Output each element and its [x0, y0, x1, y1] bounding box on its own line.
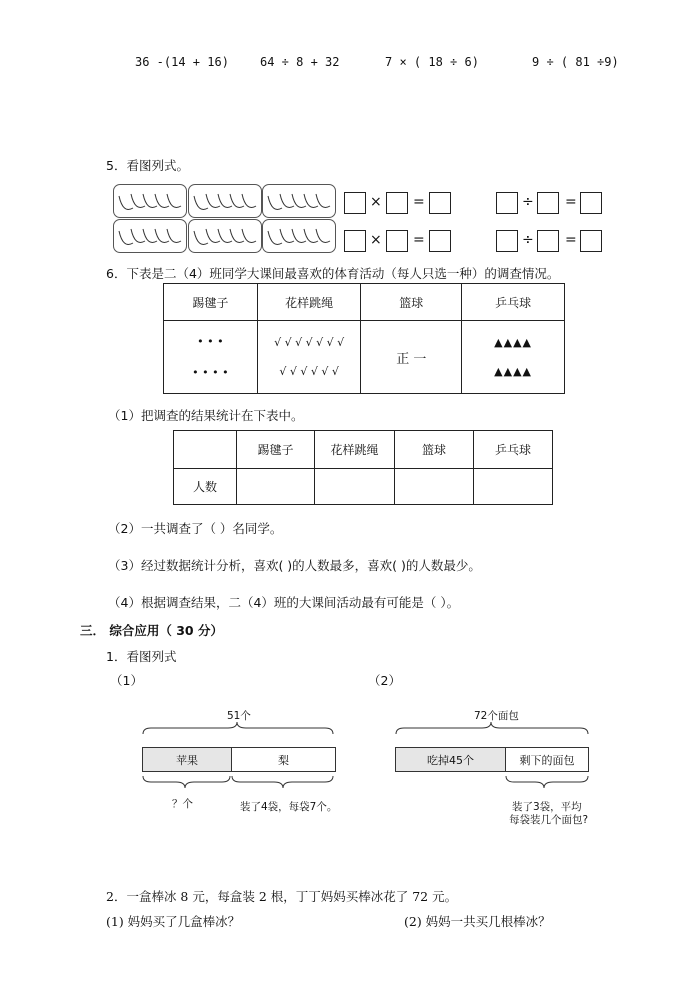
tally-cell — [164, 321, 258, 394]
answer-box[interactable] — [496, 230, 518, 252]
stat-answer-cell[interactable] — [315, 469, 395, 505]
equals-sign: = — [413, 194, 425, 210]
stat-header — [174, 431, 237, 469]
equals-sign: = — [565, 194, 577, 210]
answer-box[interactable] — [537, 192, 559, 214]
tally-marks: √ √ √ √ √ √ — [279, 365, 339, 378]
diagram2-segment-remaining: 剩下的面包 — [505, 747, 589, 772]
q1-title: 1．看图列式 — [106, 649, 177, 664]
q2-sub1: (1) 妈妈买了几盒棒冰？ — [106, 914, 241, 929]
stat-header: 篮球 — [395, 431, 474, 469]
answer-box[interactable] — [386, 230, 408, 252]
answer-box[interactable] — [537, 230, 559, 252]
diagram2-segment-eaten: 吃掉45个 — [395, 747, 506, 772]
diagram1-segment-apple: 苹果 — [142, 747, 232, 772]
diagram1-unknown: ？个 — [172, 798, 193, 810]
diagram1-segment-pear: 梨 — [231, 747, 336, 772]
tally-marks: • • • — [197, 335, 224, 348]
answer-box[interactable] — [429, 192, 451, 214]
answer-box[interactable] — [429, 230, 451, 252]
answer-box[interactable] — [496, 192, 518, 214]
diagram2-total: 72个面包 — [474, 710, 519, 722]
tally-marks: • • • • — [192, 366, 229, 379]
diagram2-label: （2） — [368, 673, 401, 688]
tally-cell — [462, 321, 565, 394]
expression-3: 7 × ( 18 ÷ 6) — [385, 55, 479, 69]
tally-header: 踢毽子 — [164, 284, 258, 321]
q6-sub3: （3）经过数据统计分析，喜欢( )的人数最多，喜欢( )的人数最少。 — [108, 558, 481, 573]
stat-header: 踢毽子 — [237, 431, 315, 469]
q6-title: 6．下表是二（4）班同学大课间最喜欢的体育活动（每人只选一种）的调查情况。 — [106, 266, 560, 281]
stat-answer-cell[interactable] — [237, 469, 315, 505]
tally-marks: ▲▲▲▲ — [494, 365, 532, 378]
tally-header: 篮球 — [361, 284, 462, 321]
diagram1-label: （1） — [110, 673, 143, 688]
tally-cell — [257, 321, 361, 394]
tally-table — [163, 283, 565, 394]
stat-table — [173, 430, 553, 505]
expression-2: 64 ÷ 8 + 32 — [260, 55, 340, 69]
q2-title: 2．一盒棒冰 8 元，每盒装 2 根，丁丁妈妈买棒冰花了 72 元。 — [106, 889, 458, 904]
stat-header: 乒乓球 — [474, 431, 553, 469]
q6-sub2: （2）一共调查了（ ）名同学。 — [108, 521, 283, 536]
divide-sign: ÷ — [522, 194, 534, 210]
stat-row-label: 人数 — [174, 469, 237, 505]
expression-1: 36 -(14 + 16) — [135, 55, 229, 69]
tally-marks: ▲▲▲▲ — [494, 336, 532, 349]
times-sign: × — [370, 232, 382, 248]
tally-marks: √ √ √ √ √ √ √ — [274, 336, 345, 349]
expression-4: 9 ÷ ( 81 ÷9) — [532, 55, 619, 69]
stat-answer-cell[interactable] — [474, 469, 553, 505]
equals-sign: = — [565, 232, 577, 248]
diagram2-note-line2: 每袋装几个面包? — [509, 814, 589, 826]
diagram2-note-line1: 装了3袋，平均 — [512, 801, 582, 813]
stat-answer-cell[interactable] — [395, 469, 474, 505]
answer-box[interactable] — [386, 192, 408, 214]
tally-header: 花样跳绳 — [257, 284, 361, 321]
q6-sub1: （1）把调查的结果统计在下表中。 — [108, 408, 304, 423]
tally-header: 乒乓球 — [462, 284, 565, 321]
tally-cell — [361, 321, 462, 394]
times-sign: × — [370, 194, 382, 210]
answer-box[interactable] — [344, 192, 366, 214]
equals-sign: = — [413, 232, 425, 248]
diagram1-note: 装了4袋，每袋7个。 — [240, 801, 338, 813]
q5-title: 5．看图列式。 — [106, 158, 189, 173]
q6-sub4: （4）根据调查结果，二（4）班的大课间活动最有可能是（ ）。 — [108, 595, 460, 610]
q2-sub2: (2) 妈妈一共买几根棒冰？ — [404, 914, 551, 929]
answer-box[interactable] — [580, 230, 602, 252]
stat-header: 花样跳绳 — [315, 431, 395, 469]
section3-title: 三． 综合应用（ 30 分） — [80, 623, 223, 638]
answer-box[interactable] — [344, 230, 366, 252]
diagram1-total: 51个 — [227, 710, 251, 722]
banana-icon — [113, 184, 338, 254]
tally-marks: 正 一 — [396, 351, 427, 367]
divide-sign: ÷ — [522, 232, 534, 248]
answer-box[interactable] — [580, 192, 602, 214]
